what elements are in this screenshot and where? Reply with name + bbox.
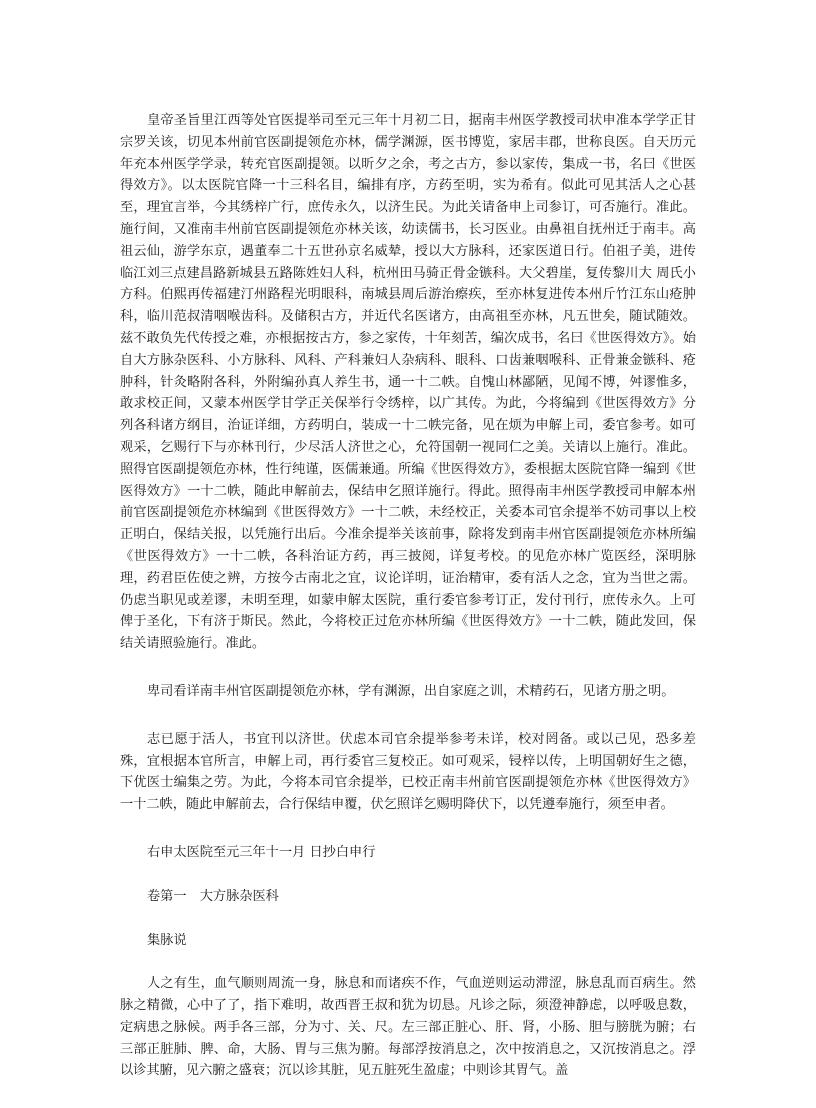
paragraph-request: 志已愿于活人，书宜刊以济世。伏虑本司官余提举参考未详，校对罔备。或以己见，恐多差殊，宜根据本官所言，申解上司，再行委官三复校正。如可观采，锓梓以传，上明国朝好生之德，下优医士编集之劳。为此，今将本司官余提举，已校正南丰州前官医副提领危亦林《世医得效方》一十二帙，随此申解前去，合行保结申覆，伏乞照详乞赐明降伏下，以凭遵奉施行，须至申者。 xyxy=(120,731,696,813)
paragraph-memorial: 皇帝圣旨里江西等处官医提举司至元三年十月初二日，据南丰州医学教授司状申准本学学正甘宗罗关该，切见本州前官医副提领危亦林，儒学渊源，医书博览，家居丰郡，世称良医。自天历元年充本州医学学录，转充官医副提领。以昕夕之余，考之古方，参以家传，集成一书，名曰《世医得效方》。以太医院官降一十三科名目，编排有序，方药至明，实为希有。似此可见其活人之心甚至，理宜言举，今其绣梓广行，庶传永久，以济生民。为此关请备申上司参订，可否施行。准此。施行间，又准南丰州前官医副提领危亦林关该，幼读儒书，长习医业。由鼻祖自抚州迁于南丰。高祖云仙，游学东京，遇董奉二十五世孙京名威辇，授以大方脉科，还家医道日行。伯祖子美，进传临江刘三点建昌路新城县五路陈姓妇人科，杭州田马骑正骨金镞科。大父碧崖，复传黎川大 周氏小方科。伯熙再传福建汀州路程光明眼科，南城县周后游治瘵疾，至亦林复进传本州斤竹江东山疮肿科，临川范叔清咽喉齿科。及储积古方，并近代名医诸方，由高祖至亦林，凡五世矣，随试随效。兹不敢负先代传授之难，亦根据按古方，参之家传，十年刻苦，编次成书，名曰《世医得效方》。始自大方脉杂医科、小方脉科、风科、产科兼妇人杂病科、眼科、口齿兼咽喉科、正骨兼金镞科、疮肿科，针灸略附各科，外附编孙真人养生书，通一十二帙。自愧山林鄙陋，见闻不博，舛谬惟多，敢求校正间，又蒙本州医学甘学正关保举行令绣梓，以广其传。为此，今将编到《世医得效方》分列各科诸方纲目，治证详细，方药明白，装成一十二帙完备，见在烦为申解上司，委官参考。如可观采，乞赐行下与亦林刊行，少尽活人济世之心，允符国朝一视同仁之美。关请以上施行。准此。照得官医副提领危亦林，性行纯谨，医儒兼通。所编《世医得效方》，委根据太医院官降一编到《世医得效方》一十二帙，随此申解前去，保结申乞照详施行。得此。照得南丰州医学教授司申解本州前官医副提领危亦林编到《世医得效方》一十二帙，未经校正，关委本司官余提举不妨司事以上校正明白，保结关报，以凭施行出后。今准余提举关该前事，除将发到南丰州官医副提领危亦林所编《世医得效方》一十二帙，各科治证方药，再三披阅，详复考校。的见危亦林广览医经，深明脉理，药君臣佐使之辨，方按今古南北之宜，议论详明，证治精审，委有活人之念，宜为当世之需。仍虑当职见或差谬，未明至理，如蒙申解太医院，重行委官参考订正，发付刊行，庶传永久。上可俾于圣化，下有济于斯民。然此，今将校正过危亦林所编《世医得效方》一十二帙，随此发回，保结关请照验施行。准此。 xyxy=(120,113,696,652)
document-body xyxy=(120,110,696,1108)
section-heading: 集脉说 xyxy=(147,932,187,948)
paragraph-pulse-theory: 人之有生，血气顺则周流一身，脉息和而诸疾不作，气血逆则运动滞涩，脉息乱而百病生。然脉之精微，心中了了，指下难明，故西晋王叔和犹为切恳。凡诊之际，须澄神静虑，以呼吸息数，定病患之脉候。两手各三部，分为寸、关、尺。左三部正脏心、肝、肾，小肠、胆与膀胱为腑；右三部正脏肺、脾、命，大肠、胃与三焦为腑。每部浮按消息之，次中按消息之，又沉按消息之。浮以诊其腑，见六腑之盛衰；沉以诊其脏，见五脏死生盈虚；中则诊其胃气。盖 xyxy=(120,976,696,1079)
paragraph-review: 卑司看详南丰州官医副提领危亦林，学有渊源，出自家庭之训，术精药石，见诸方册之明。 xyxy=(147,683,675,699)
dateline: 右申太医院至元三年十一月 日抄白申行 xyxy=(147,844,376,860)
volume-heading: 卷第一 大方脉杂医科 xyxy=(147,888,279,904)
